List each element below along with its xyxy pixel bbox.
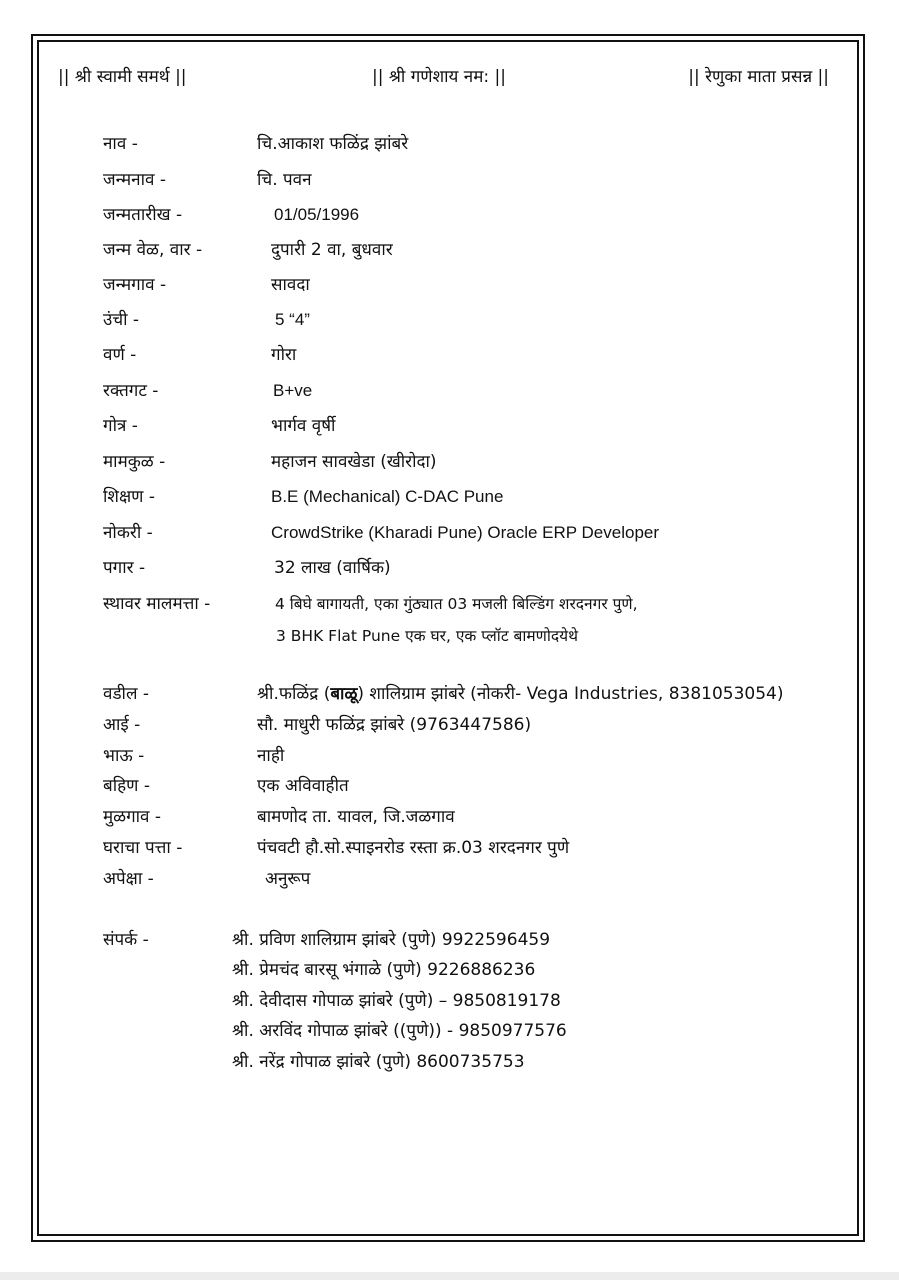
detail-label: गोत्र - [103,416,138,436]
detail-value: B+ve [273,381,313,400]
detail-value: सावदा [271,275,310,295]
bottom-strip [0,1272,899,1280]
detail-label: स्थावर मालमत्ता - [103,594,211,614]
detail-value: 32 लाख (वार्षिक) [274,558,391,578]
detail-value: 5 “4” [275,310,310,329]
detail-label: शिक्षण - [103,487,155,507]
family-label: बहिण - [103,776,150,796]
detail-label: जन्मनाव - [103,170,167,190]
family-label: वडील - [103,684,150,704]
family-value: एक अविवाहीत [257,776,349,796]
contact-entry: श्री. देवीदास गोपाळ झांबरे (पुणे) – 9850819178 [232,991,561,1011]
family-value: बामणोद ता. यावल, जि.जळगाव [257,807,455,827]
contact-entry: श्री. नरेंद्र गोपाळ झांबरे (पुणे) 8600735753 [232,1052,525,1072]
detail-label: नोकरी - [103,523,153,543]
detail-value: चि. पवन [257,170,312,190]
detail-label: पगार - [103,558,146,578]
contact-entry: श्री. प्रविण शालिग्राम झांबरे (पुणे) 9922596459 [232,930,551,950]
detail-value: महाजन सावखेडा (खीरोदा) [271,452,437,472]
detail-label: नाव - [103,134,138,154]
header-left-invocation: || श्री स्वामी समर्थ || [58,67,187,87]
father-name-suffix: ) शालिग्राम झांबरे (नोकरी- Vega Industries, 8381053054) [357,684,784,704]
detail-value: 3 BHK Flat Pune एक घर, एक प्लॉट बामणोदयेथे [276,627,579,645]
family-label: भाऊ - [103,746,145,766]
family-value: पंचवटी हौ.सो.स्पाइनरोड रस्ता क्र.03 शरदनगर पुणे [257,838,570,858]
father-value [257,682,784,706]
detail-label: जन्म वेळ, वार - [103,240,203,260]
contact-entry: श्री. अरविंद गोपाळ झांबरे ((पुणे)) - 9850977576 [232,1021,567,1041]
detail-value: गोरा [271,345,297,365]
father-nickname: बाळू [330,684,358,704]
family-label: आई - [103,715,141,735]
contact-label: संपर्क - [103,930,149,950]
detail-label: जन्मतारीख - [103,205,183,225]
detail-label: रक्तगट - [103,381,159,401]
family-label: घराचा पत्ता - [103,838,183,858]
detail-value: दुपारी 2 वा, बुधवार [271,240,393,260]
detail-label: जन्मगाव - [103,275,167,295]
detail-label: उंची - [103,310,140,330]
detail-value: भार्गव वृर्षी [271,416,336,436]
header-center-invocation: || श्री गणेशाय नम: || [372,67,506,87]
family-value: अनुरूप [265,869,311,889]
family-value: नाही [257,746,285,766]
header-right-invocation: || रेणुका माता प्रसन्न || [688,67,829,87]
detail-value: CrowdStrike (Kharadi Pune) Oracle ERP Developer [271,523,660,542]
detail-label: वर्ण - [103,345,137,365]
family-label: अपेक्षा - [103,869,154,889]
contact-entry: श्री. प्रेमचंद बारसू भंगाळे (पुणे) 9226886236 [232,960,536,980]
father-name-prefix: श्री.फळिंद्र ( [257,684,331,704]
detail-value: 01/05/1996 [274,205,360,224]
detail-label: मामकुळ - [103,452,166,472]
detail-value: 4 बिघे बागायती, एका गुंठ्यात 03 मजली बिल्डिंग शरदनगर पुणे, [275,595,638,613]
detail-value: चि.आकाश फळिंद्र झांबरे [257,134,409,154]
family-label: मुळगाव - [103,807,162,827]
detail-value: B.E (Mechanical) C-DAC Pune [271,487,504,506]
family-value: सौ. माधुरी फळिंद्र झांबरे (9763447586) [257,715,532,735]
